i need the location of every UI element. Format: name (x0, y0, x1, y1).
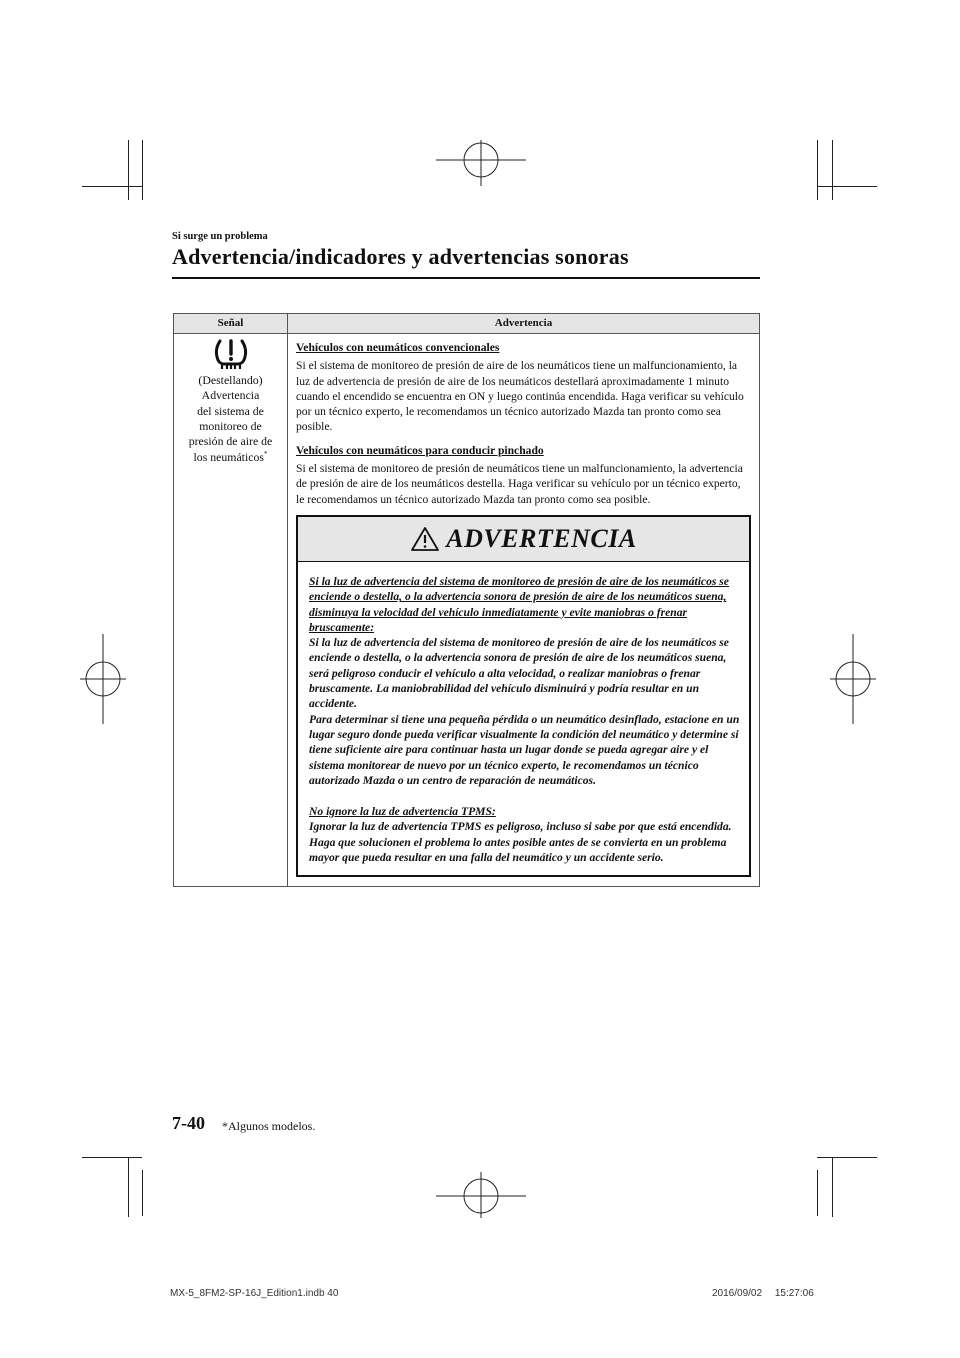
column-header-warning: Advertencia (288, 314, 760, 334)
page-title: Advertencia/indicadores y advertencias sonoras (172, 244, 629, 269)
print-time: 15:27:06 (774, 1288, 814, 1299)
section-label: Si surge un problema (172, 231, 268, 242)
warning-lead: No ignore la luz de advertencia TPMS: (309, 805, 496, 819)
warning-lead: Si la luz de advertencia del sistema de monitoreo de presión de aire de los neumáticos se enciende o destella, o la advertencia sonora de presión de aire de los neumáticos suena, disminuya la velocidad del vehículo inmediatamente y evite maniobras o frenar bruscamente: (309, 574, 729, 634)
section-title-runflat: Vehículos con neumáticos para conducir pinchado (296, 443, 544, 457)
footnote-mark: * (263, 449, 268, 458)
warning-table (173, 313, 760, 887)
registration-mark-top (436, 140, 526, 186)
warning-triangle-icon (410, 526, 440, 552)
section-text-runflat: Si el sistema de monitoreo de presión de neumáticos tiene un malfuncionamiento, la advertencia de presión de aire de los neumáticos destella. Haga verificar su vehículo por un técnico experto, le recomendamos un técnico autorizado Mazda tan pronto como sea posible. (296, 462, 743, 506)
signal-line: (Destellando) (198, 373, 263, 387)
signal-description (175, 373, 286, 465)
registration-mark-bottom (436, 1172, 526, 1218)
warning-title: ADVERTENCIA (446, 523, 637, 553)
print-timestamp (712, 1288, 814, 1299)
column-header-signal: Señal (174, 314, 288, 334)
signal-line: Advertencia (201, 388, 260, 403)
warning-paragraph: Si la luz de advertencia del sistema de monitoreo de presión de aire de los neumáticos se enciende o destella, o la advertencia sonora de presión de aire de los neumáticos suena, será peligroso conducir el vehículo a alta velocidad, o realizar maniobras o frenar bruscamente. La maniobrabilidad del vehículo disminuirá y podría resultar en un accidente. (309, 636, 729, 711)
section-text-conventional: Si el sistema de monitoreo de presión de aire de los neumáticos tiene un malfuncionamiento, la luz de advertencia de presión de aire de los neumáticos destellará aproximadamente 1 minuto cuando el encendido se encuentra en ON y luego continúa encendida. Haga verificar su vehículo por un técnico experto, le recomendamos un técnico autorizado Mazda tan pronto como sea posible. (296, 359, 744, 434)
registration-mark-left (80, 634, 126, 724)
signal-line (175, 450, 286, 465)
page-number: 7-40 (172, 1113, 205, 1133)
signal-line: monitoreo de (199, 418, 262, 433)
title-rule (172, 277, 760, 279)
print-file-name: MX-5_8FM2-SP-16J_Edition1.indb 40 (170, 1288, 339, 1299)
registration-mark-right (830, 634, 876, 724)
warning-paragraph: Ignorar la luz de advertencia TPMS es peligroso, incluso si sabe por que está encendida. Haga que solucionen el problema lo antes posible antes de se convierta en un problema mayor que pueda resultar en una falla del neumático y un accidente serio. (309, 820, 732, 865)
section-title-conventional: Vehículos con neumáticos convencionales (296, 341, 500, 354)
signal-cell (174, 334, 288, 887)
signal-line: del sistema de (197, 403, 264, 418)
table-row (174, 334, 760, 887)
print-date: 2016/09/02 (712, 1288, 763, 1299)
warning-paragraph: Para determinar si tiene una pequeña pérdida o un neumático desinflado, estacione en un lugar seguro donde pueda verificar visualmente la condición del neumático y determine si tiene suficiente aire para continuar hasta un lugar donde se pueda agregar aire y el sistema monitorear de nuevo por un técnico experto, le recomendamos un técnico autorizado Mazda o un centro de reparación de neumáticos. (309, 712, 740, 787)
signal-line: presión de aire de (188, 434, 273, 449)
warning-cell (288, 334, 760, 887)
warning-body (298, 562, 749, 875)
tire-pressure-warning-icon (211, 335, 251, 371)
footnote: *Algunos modelos. (222, 1119, 316, 1133)
warning-header (298, 517, 749, 562)
warning-box (296, 515, 751, 877)
signal-line-text: los neumáticos (193, 449, 264, 464)
